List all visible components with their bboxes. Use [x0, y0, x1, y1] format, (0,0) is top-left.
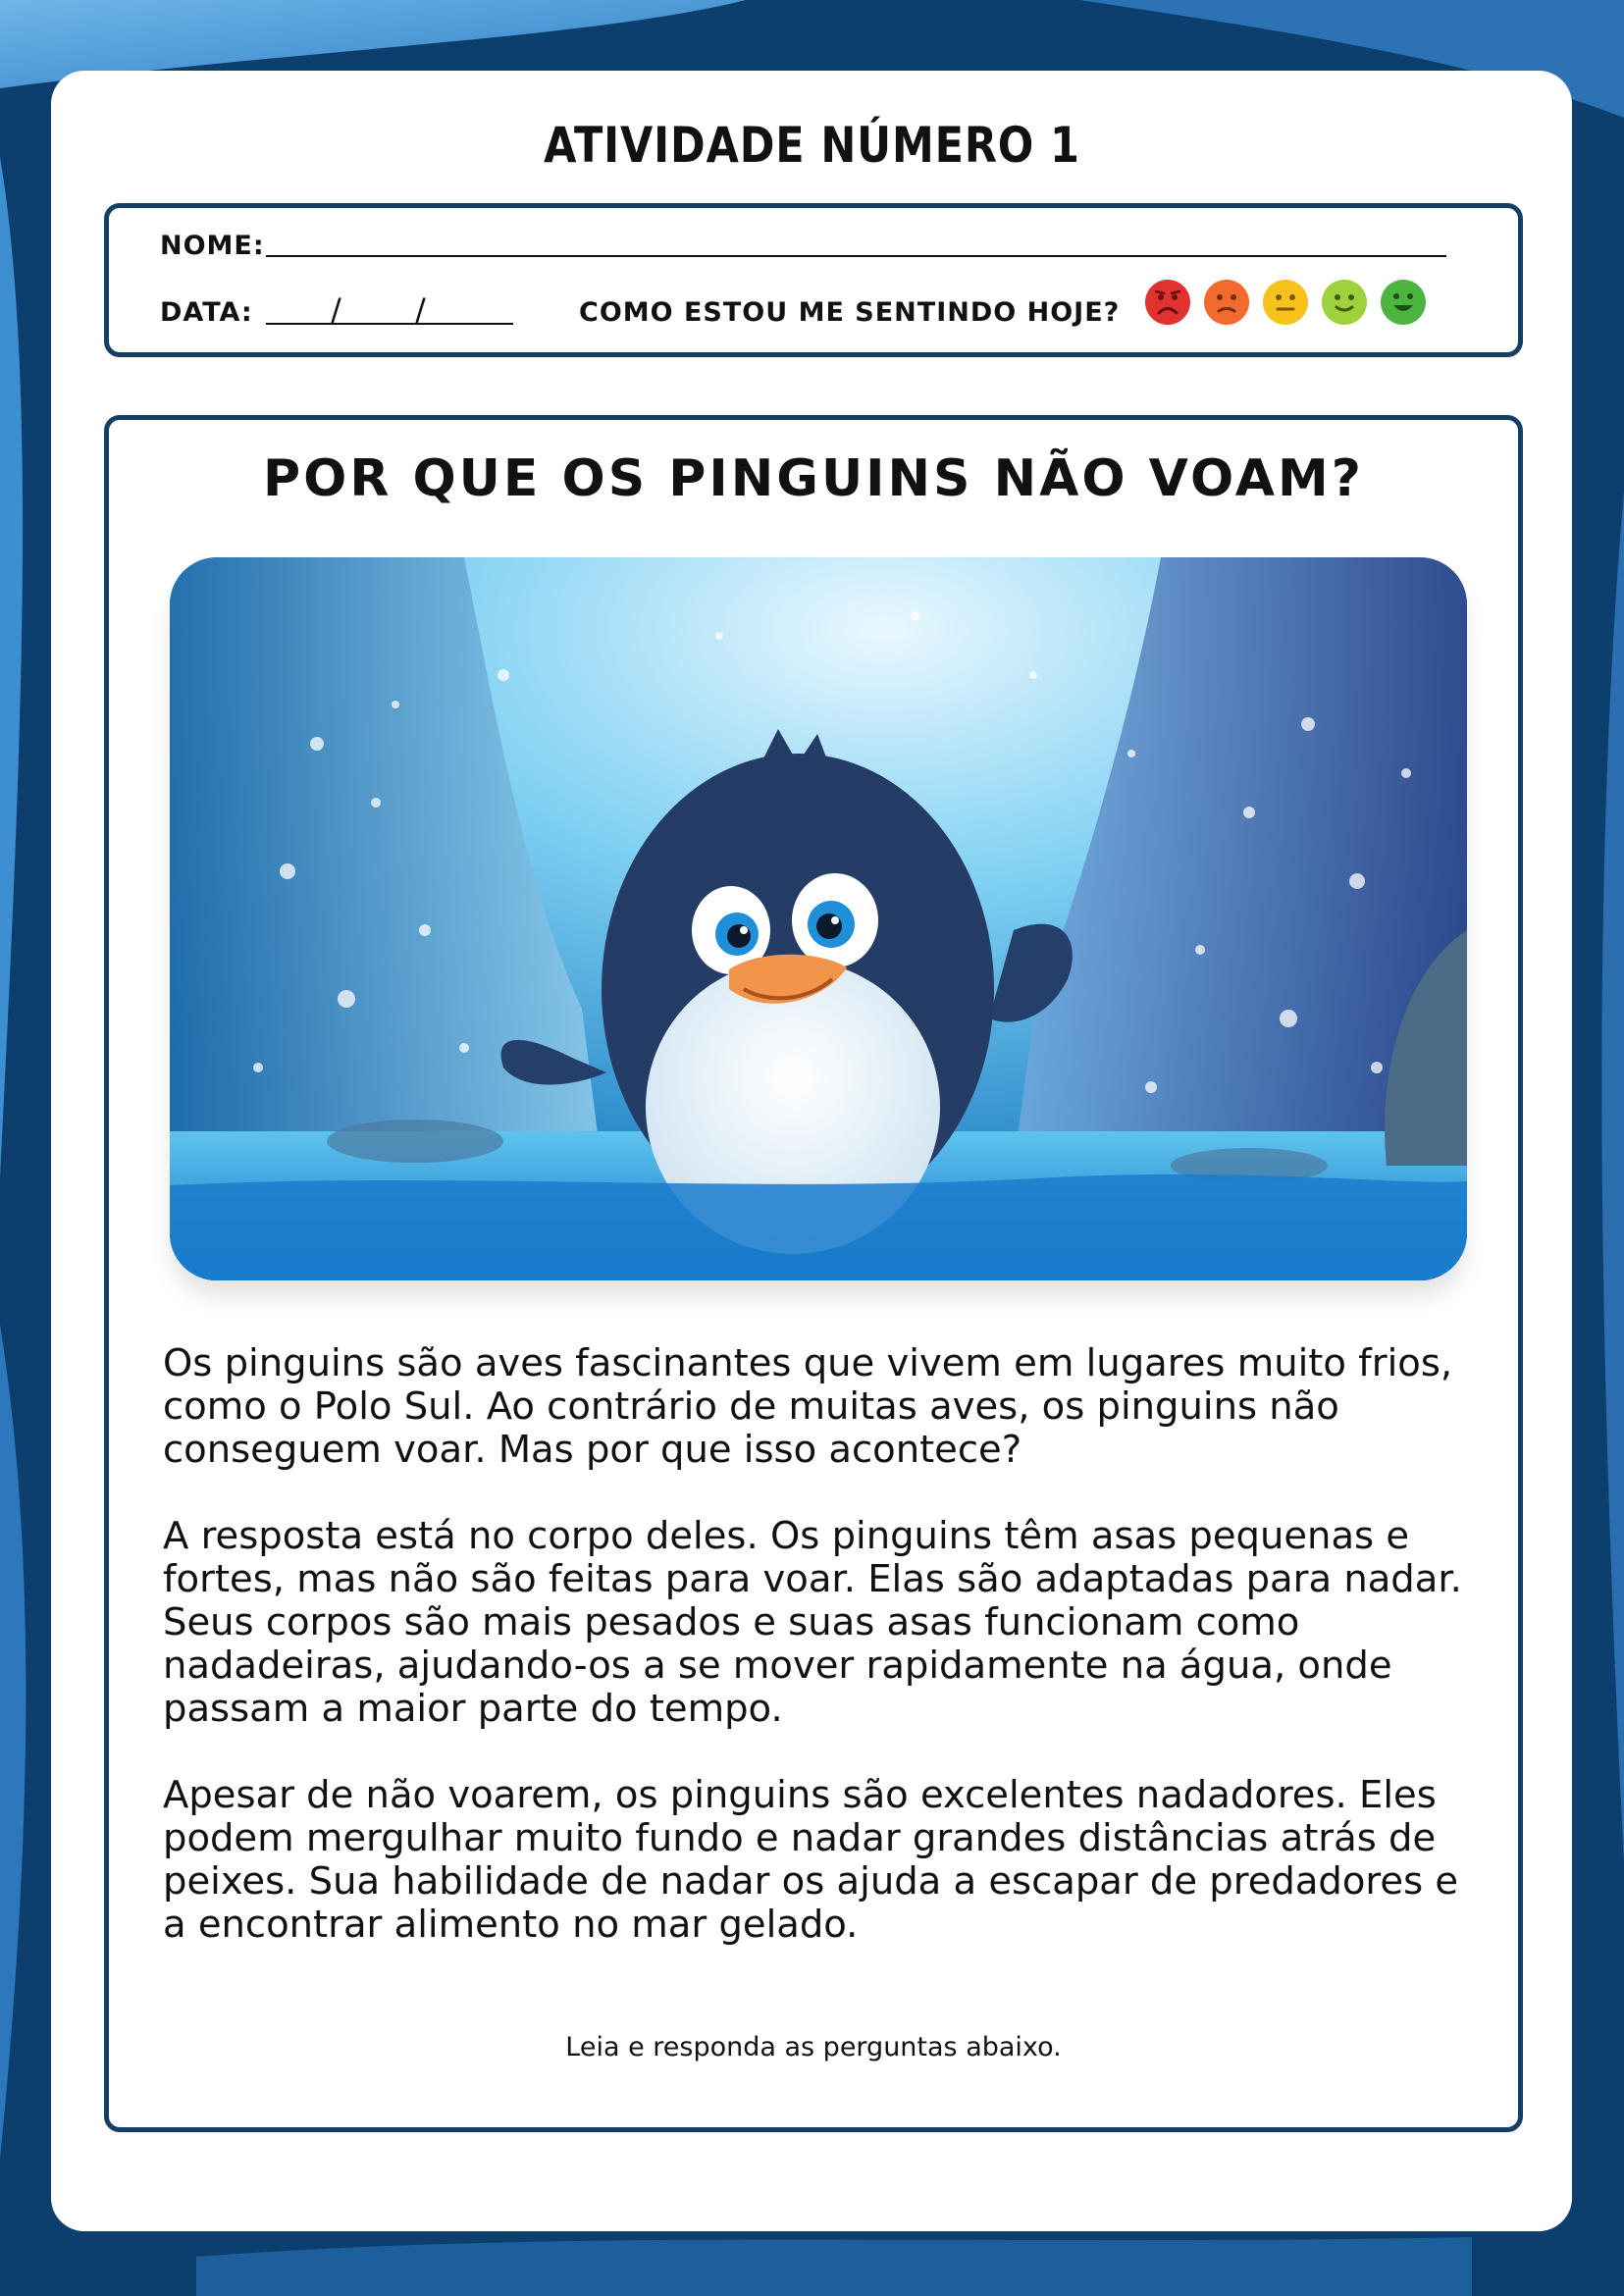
paragraph: A resposta está no corpo deles. Os pinguins têm asas pequenas e fortes, mas não são feitas para voar. Elas são adaptadas para nadar. Seus corpos são mais pesados e suas asas funcionam como nadadeiras, ajudando-os a se mover rapidamente na água, onde passam a maior parte do tempo.	[163, 1514, 1462, 1731]
reading-text	[163, 1342, 1478, 1990]
happy-face-icon[interactable]	[1321, 279, 1368, 326]
sad-face-icon[interactable]	[1203, 279, 1250, 326]
paragraph: Apesar de não voarem, os pinguins são excelentes nadadores. Eles podem mergulhar muito fundo e nadar grandes distâncias atrás de peixes. Sua habilidade de nadar os ajuda a escapar de predadores e a encontrar alimento no mar gelado.	[163, 1773, 1459, 1947]
mood-selector	[1144, 279, 1427, 326]
date-slash: /	[331, 291, 341, 329]
neutral-face-icon[interactable]	[1262, 279, 1309, 326]
date-label: DATA:	[160, 297, 253, 328]
name-label: NOME:	[160, 231, 265, 261]
reading-section	[104, 415, 1523, 2132]
penguin-illustration	[170, 557, 1467, 1280]
reading-title: POR QUE OS PINGUINS NÃO VOAM?	[263, 449, 1364, 508]
date-slash: /	[415, 291, 426, 329]
name-input-line[interactable]	[266, 255, 1446, 257]
instruction-note: Leia e responda as perguntas abaixo.	[565, 2032, 1062, 2062]
very-happy-face-icon[interactable]	[1380, 279, 1427, 326]
mood-label: COMO ESTOU ME SENTINDO HOJE?	[579, 297, 1121, 328]
very-sad-face-icon[interactable]	[1144, 279, 1191, 326]
activity-title: ATIVIDADE NÚMERO 1	[544, 117, 1080, 174]
paragraph: Os pinguins são aves fascinantes que vivem em lugares muito frios, como o Polo Sul. Ao contrário de muitas aves, os pinguins não conseguem voar. Mas por que isso acontece?	[163, 1341, 1453, 1472]
student-info-box	[104, 203, 1523, 357]
date-input-line[interactable]	[266, 323, 513, 325]
